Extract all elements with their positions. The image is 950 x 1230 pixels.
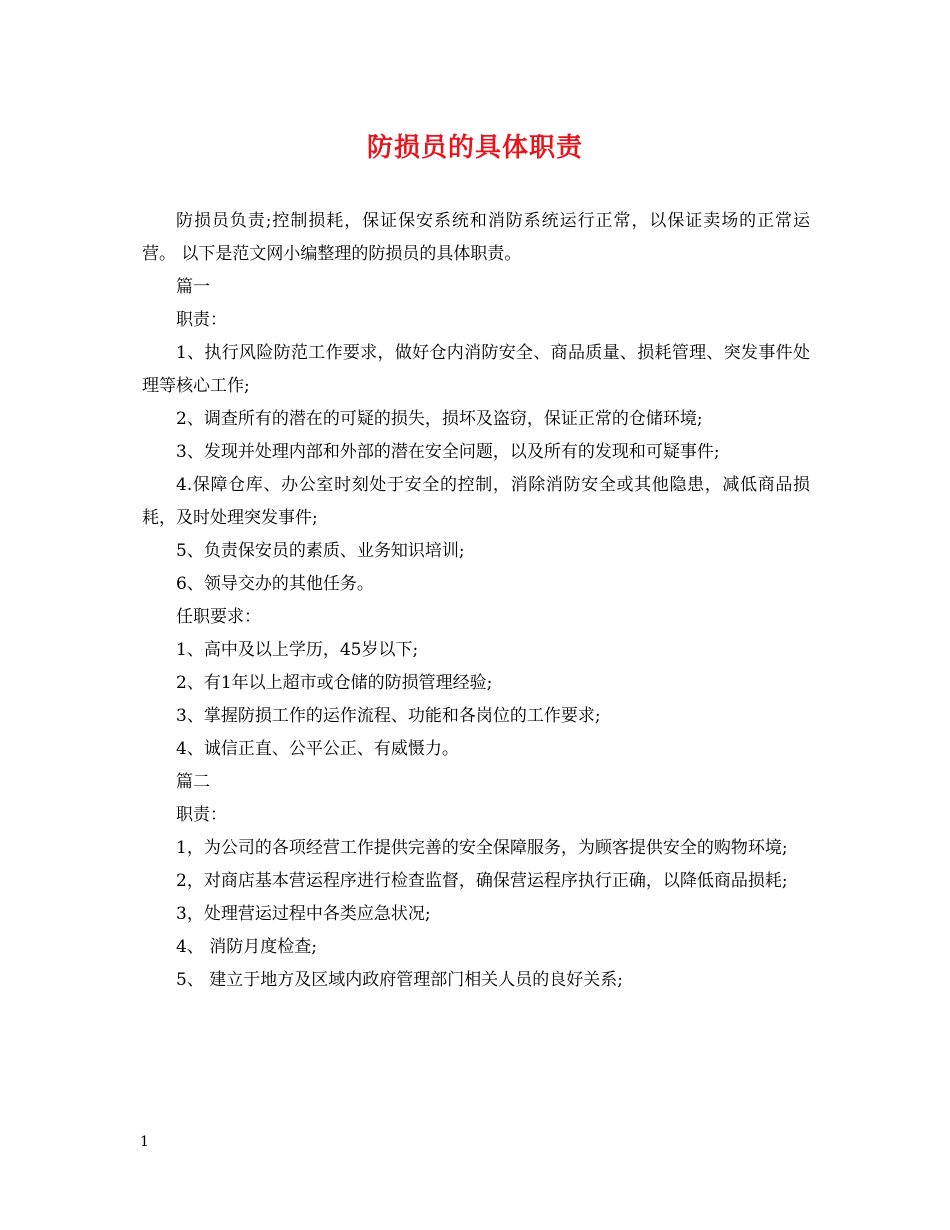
duty-item: 4、 消防月度检查; bbox=[176, 937, 317, 957]
duty-item: 1，为公司的各项经营工作提供完善的安全保障服务，为顾客提供安全的购物环境; bbox=[176, 838, 788, 858]
requirement-item: 3、掌握防损工作的运作流程、功能和各岗位的工作要求; bbox=[176, 706, 601, 726]
document-body bbox=[142, 205, 810, 997]
duty-item: 3，处理营运过程中各类应急状况; bbox=[176, 904, 431, 924]
document-title: 防损员的具体职责 bbox=[366, 133, 583, 163]
duty-item: 6、领导交办的其他任务。 bbox=[176, 574, 374, 594]
requirement-item: 4、诚信正直、公平公正、有威慑力。 bbox=[176, 739, 459, 759]
duty-item: 3、发现并处理内部和外部的潜在安全问题，以及所有的发现和可疑事件; bbox=[176, 442, 720, 462]
duty-item: 1、执行风险防范工作要求，做好仓内消防安全、商品质量、损耗管理、突发事件处理等核心工作; bbox=[142, 343, 810, 396]
section-heading-part-one: 篇一 bbox=[176, 277, 210, 297]
subheading-duties: 职责： bbox=[176, 310, 227, 330]
requirement-item: 1、高中及以上学历，45岁以下; bbox=[176, 640, 419, 660]
page-number: 1 bbox=[140, 1134, 149, 1150]
subheading-duties: 职责： bbox=[176, 805, 227, 825]
duty-item: 5、 建立于地方及区域内政府管理部门相关人员的良好关系; bbox=[176, 970, 623, 990]
duty-item: 4.保障仓库、办公室时刻处于安全的控制，消除消防安全或其他隐患，减低商品损耗，及时处理突发事件; bbox=[142, 475, 810, 528]
duty-item: 5、负责保安员的素质、业务知识培训; bbox=[176, 541, 465, 561]
requirement-item: 2、有1年以上超市或仓储的防损管理经验; bbox=[176, 673, 493, 693]
duty-item: 2、调查所有的潜在的可疑的损失，损坏及盗窃，保证正常的仓储环境; bbox=[176, 409, 703, 429]
section-heading-part-two: 篇二 bbox=[176, 772, 210, 792]
subheading-requirements: 任职要求： bbox=[176, 607, 261, 627]
duty-item: 2，对商店基本营运程序进行检查监督，确保营运程序执行正确，以降低商品损耗; bbox=[176, 871, 788, 891]
intro-paragraph: 防损员负责;控制损耗，保证保安系统和消防系统运行正常，以保证卖场的正常运营。 以下是范文网小编整理的防损员的具体职责。 bbox=[142, 211, 810, 264]
